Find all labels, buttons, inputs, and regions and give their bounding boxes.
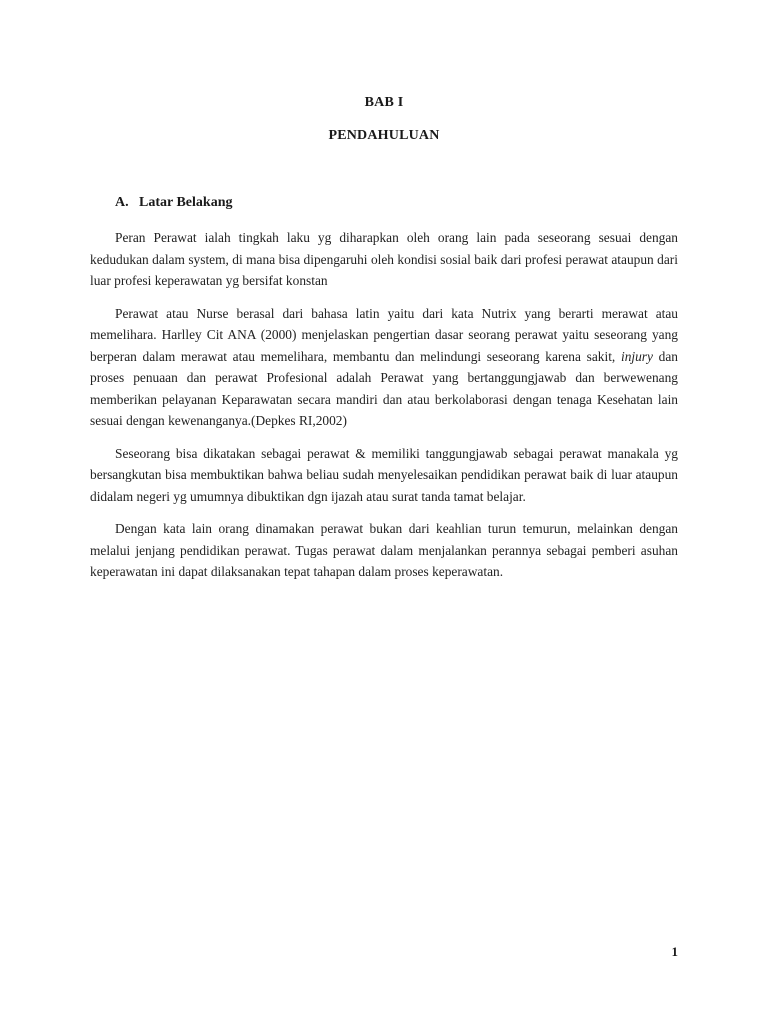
paragraph-1: Peran Perawat ialah tingkah laku yg diharapkan oleh orang lain pada seseorang sesuai dengan kedudukan dalam system, di mana bisa dipengaruhi oleh kondisi sosial baik dari profesi perawat ataupun dari luar profesi keperawatan yg bersifat konstan: [90, 230, 678, 288]
page-number: 1: [671, 944, 678, 959]
paragraph-3: Seseorang bisa dikatakan sebagai perawat & memiliki tanggungjawab sebagai perawat manakala yg bersangkutan bisa membuktikan bahwa beliau sudah menyelesaikan pendidikan perawat baik di luar ataupun didalam negeri yg umumnya dibuktikan dgn ijazah atau surat tanda tamat belajar.: [90, 445, 678, 504]
paragraph-2-part-1: Perawat atau Nurse berasal dari bahasa latin yaitu dari kata Nutrix yang berarti merawat atau memelihara. Harlley Cit ANA (2000) menjelaskan pengertian dasar seorang perawat yaitu seseorang yang berperan dalam merawat atau memelihara, membantu dan melindungi seseorang karena sakit,: [90, 305, 678, 364]
paragraph-2: [90, 303, 678, 432]
section-heading: [115, 195, 232, 211]
body-text: [90, 227, 678, 594]
paragraph-2-part-2: dan proses penuaan dan perawat Profesional adalah Perawat yang bertanggungjawab dan berwewenang memberikan pelayanan Keparawatan secara mandiri dan atau berkolaborasi dengan tenaga Kesehatan lain sesuai dengan kewenanganya.(Depkes RI,2002): [90, 348, 678, 428]
chapter-title: PENDAHULUAN: [328, 128, 440, 143]
section-number: A.: [115, 195, 129, 210]
paragraph-4: Dengan kata lain orang dinamakan perawat bukan dari keahlian turun temurun, melainkan dengan melalui jenjang pendidikan perawat. Tugas perawat dalam menjalankan perannya sebagai pemberi asuhan keperawatan ini dapat dilaksanakan tepat tahapan dalam proses keperawatan.: [90, 521, 678, 579]
paragraph-2-italic-term: injury: [620, 348, 653, 364]
section-title: Latar Belakang: [139, 195, 233, 210]
chapter-number: BAB I: [364, 95, 404, 110]
